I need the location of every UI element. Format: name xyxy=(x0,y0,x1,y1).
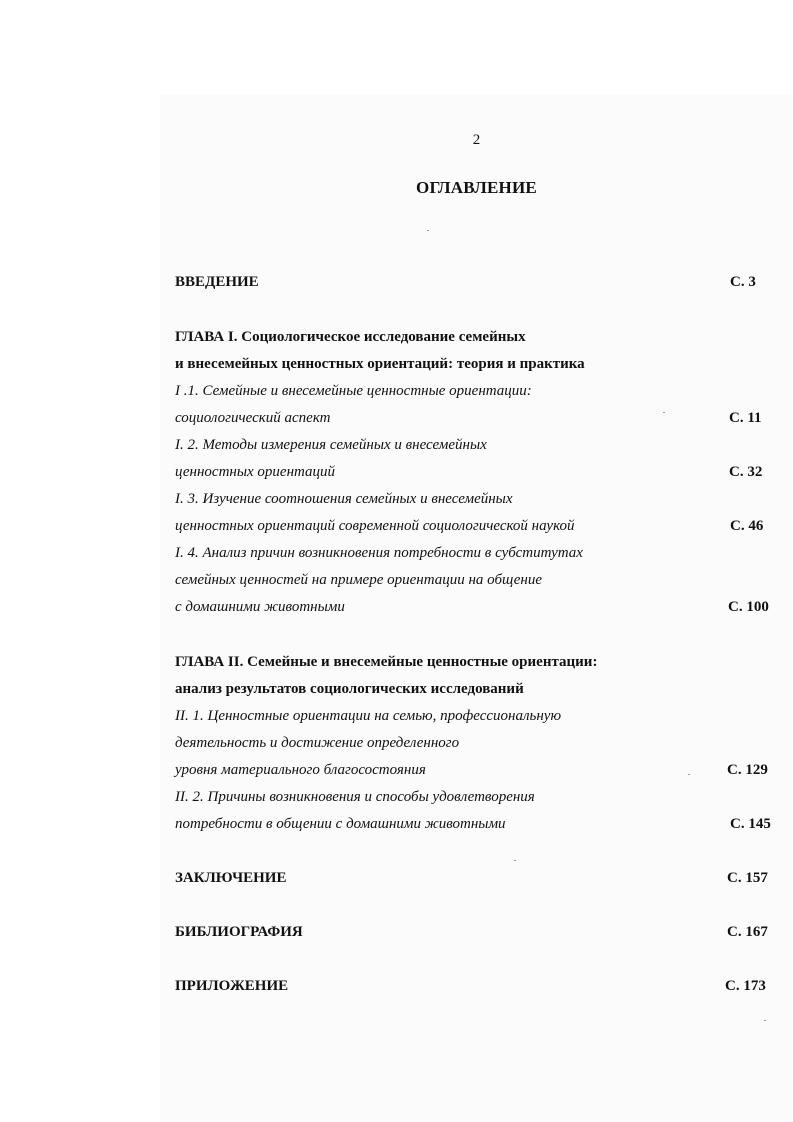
toc-bibliography-page: С. 167 xyxy=(727,924,768,940)
toc-section-1-4-line-3: с домашними животными xyxy=(175,599,345,615)
toc-section-1-3-line-1: I. 3. Изучение соотношения семейных и внесемейных xyxy=(175,491,513,507)
toc-section-1-2-line-2: ценностных ориентаций xyxy=(175,464,336,480)
toc-section-1-4-line-1: I. 4. Анализ причин возникновения потребности в субститутах xyxy=(175,545,583,561)
scan-speck xyxy=(764,1020,766,1021)
toc-section-1-3-page: С. 46 xyxy=(730,518,764,534)
toc-section-2-2-line-2: потребности в общении с домашними животными xyxy=(175,816,506,832)
toc-chapter2-heading-1: ГЛАВА II. Семейные и внесемейные ценностные ориентации: xyxy=(175,654,598,670)
page-title: ОГЛАВЛЕНИЕ xyxy=(416,178,537,197)
toc-section-2-1-line-2: деятельность и достижение определенного xyxy=(175,735,460,751)
toc-section-1-2-page: С. 32 xyxy=(729,464,763,480)
toc-section-1-1-page: С. 11 xyxy=(729,410,762,426)
toc-section-1-1-line-2: социологический аспект xyxy=(175,410,331,426)
toc-chapter2-heading-2: анализ результатов социологических исследований xyxy=(175,681,524,697)
toc-conclusion-label: ЗАКЛЮЧЕНИЕ xyxy=(175,870,287,886)
scan-speck xyxy=(427,230,429,231)
toc-section-1-2-line-1: I. 2. Методы измерения семейных и внесемейных xyxy=(175,437,487,453)
toc-intro-label: ВВЕДЕНИЕ xyxy=(175,274,259,290)
toc-intro-page: С. 3 xyxy=(730,274,756,290)
toc-conclusion-page: С. 157 xyxy=(727,870,768,886)
toc-section-2-2-line-1: II. 2. Причины возникновения и способы удовлетворения xyxy=(175,789,535,805)
toc-appendix-label: ПРИЛОЖЕНИЕ xyxy=(175,978,289,994)
toc-section-1-3-line-2: ценностных ориентаций современной социологической наукой xyxy=(175,518,575,534)
scan-speck xyxy=(663,412,665,413)
scan-speck xyxy=(514,860,516,861)
toc-section-2-2-page: С. 145 xyxy=(730,816,771,832)
toc-bibliography-label: БИБЛИОГРАФИЯ xyxy=(175,924,303,940)
toc-section-1-4-page: С. 100 xyxy=(728,599,769,615)
toc-section-1-4-line-2: семейных ценностей на примере ориентации на общение xyxy=(175,572,542,588)
scan-speck xyxy=(688,774,690,775)
toc-section-2-1-line-3: уровня материального благосостояния xyxy=(175,762,426,778)
toc-chapter1-heading-1: ГЛАВА I. Социологическое исследование семейных xyxy=(175,329,526,345)
page-number: 2 xyxy=(472,132,481,148)
toc-section-2-1-page: С. 129 xyxy=(727,762,768,778)
toc-section-2-1-line-1: II. 1. Ценностные ориентации на семью, профессиональную xyxy=(175,708,562,724)
toc-section-1-1-line-1: I .1. Семейные и внесемейные ценностные ориентации: xyxy=(175,383,532,399)
toc-appendix-page: С. 173 xyxy=(725,978,766,994)
toc-chapter1-heading-2: и внесемейных ценностных ориентаций: теория и практика xyxy=(175,356,585,372)
